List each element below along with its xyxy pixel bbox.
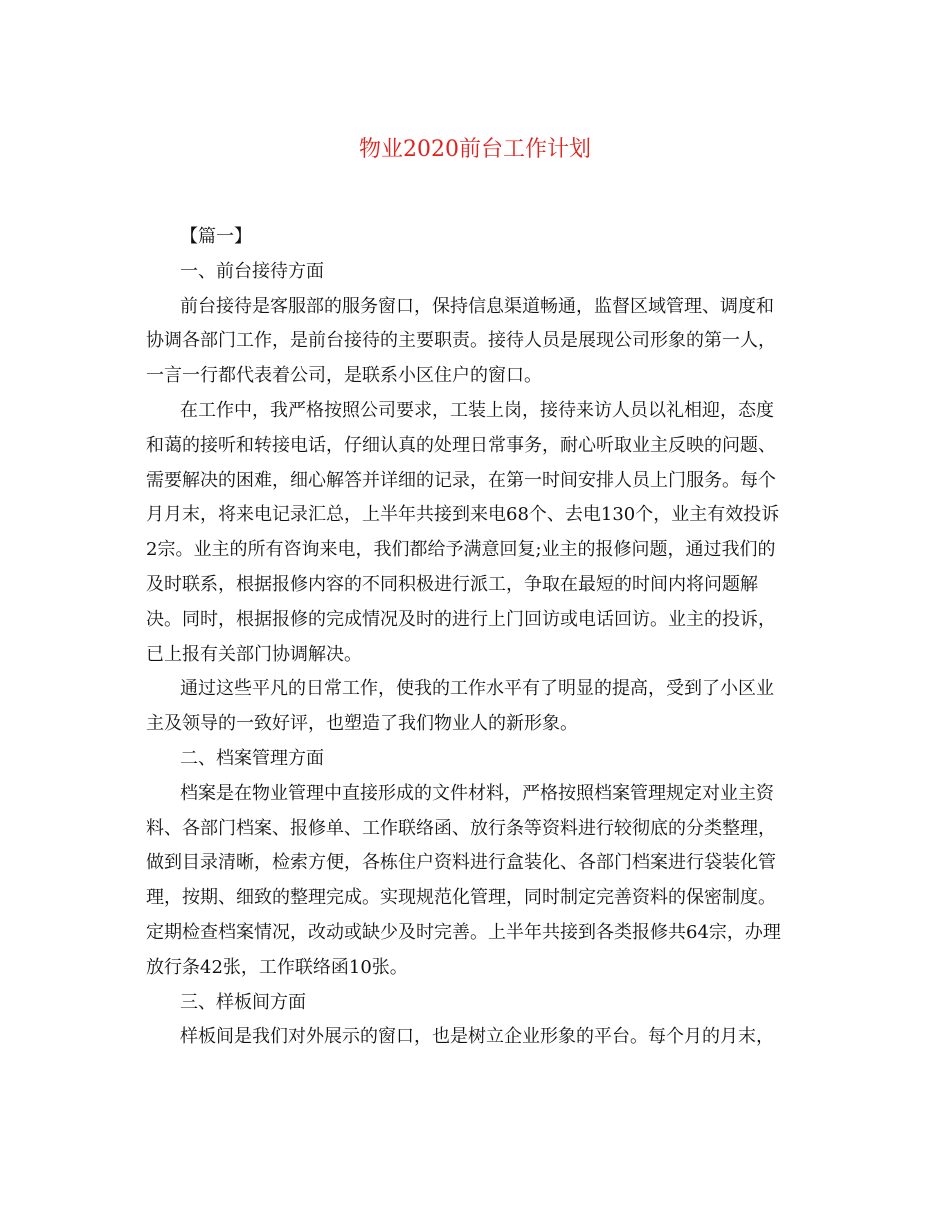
body-line: 放行条42张，工作联络函10张。 <box>146 956 408 978</box>
body-line: 需要解决的困难，细心解答并详细的记录，在第一时间安排人员上门服务。每个 <box>146 469 776 491</box>
body-line: 【篇一】 <box>180 226 252 247</box>
body-line: 做到目录清晰，检索方便，各栋住户资料进行盒装化、各部门档案进行袋装化管 <box>146 852 776 874</box>
document-title: 物业2020前台工作计划 <box>359 137 591 162</box>
body-line: 料、各部门档案、报修单、工作联络函、放行条等资料进行较彻底的分类整理， <box>146 817 776 839</box>
body-line: 前台接待是客服部的服务窗口，保持信息渠道畅通，监督区域管理、调度和 <box>180 295 774 317</box>
body-line: 定期检查档案情况，改动或缺少及时完善。上半年共接到各类报修共64宗，办理 <box>146 921 781 943</box>
document-body <box>146 220 806 1055</box>
body-line: 和蔼的接听和转接电话，仔细认真的处理日常事务，耐心听取业主反映的问题、 <box>146 434 776 456</box>
body-line: 理，按期、细致的整理完成。实现规范化管理，同时制定完善资料的保密制度。 <box>146 887 776 909</box>
body-line: 通过这些平凡的日常工作，使我的工作水平有了明显的提高，受到了小区业 <box>180 678 774 700</box>
body-line: 一言一行都代表着公司，是联系小区住户的窗口。 <box>146 365 542 387</box>
body-line: 一、前台接待方面 <box>180 260 324 282</box>
body-line: 月月末，将来电记录汇总，上半年共接到来电68个、去电130个，业主有效投诉 <box>146 504 780 526</box>
body-line: 决。同时，根据报修的完成情况及时的进行上门回访或电话回访。业主的投诉， <box>146 608 776 630</box>
body-line: 样板间是我们对外展示的窗口，也是树立企业形象的平台。每个月的月末， <box>180 1026 774 1048</box>
body-line: 档案是在物业管理中直接形成的文件材料，严格按照档案管理规定对业主资 <box>180 782 774 804</box>
body-line: 协调各部门工作，是前台接待的主要职责。接待人员是展现公司形象的第一人， <box>146 330 776 352</box>
body-line: 三、样板间方面 <box>180 991 306 1013</box>
body-line: 二、档案管理方面 <box>180 747 324 769</box>
body-line: 主及领导的一致好评，也塑造了我们物业人的新形象。 <box>146 713 578 735</box>
body-line: 及时联系，根据报修内容的不同积极进行派工，争取在最短的时间内将问题解 <box>146 573 758 595</box>
body-line: 2宗。业主的所有咨询来电，我们都给予满意回复;业主的报修问题，通过我们的 <box>146 539 776 561</box>
body-line: 在工作中，我严格按照公司要求，工装上岗，接待来访人员以礼相迎，态度 <box>180 399 774 421</box>
body-line: 已上报有关部门协调解决。 <box>146 643 362 665</box>
